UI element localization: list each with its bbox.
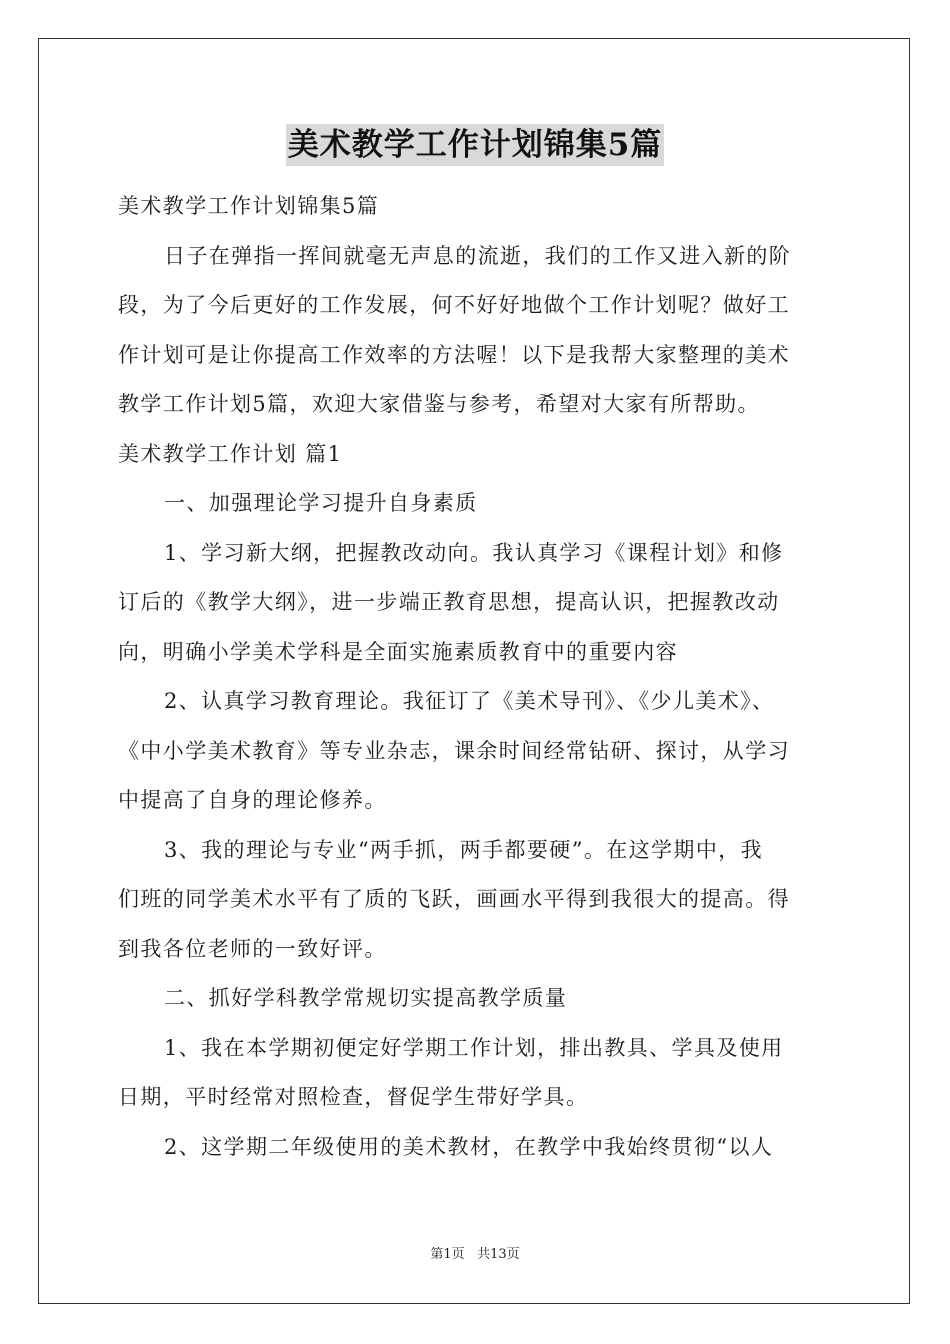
- text-line: 3、我的理论与专业“两手抓，两手都要硬”。在这学期中，我: [164, 837, 764, 862]
- text-line: 日子在弹指一挥间就毫无声息的流逝，我们的工作又进入新的阶: [164, 243, 792, 268]
- text-line: 1、学习新大纲，把握教改动向。我认真学习《课程计划》和修: [164, 540, 784, 565]
- text-line: 一、加强理论学习提升自身素质: [164, 491, 478, 515]
- text-line: 到我各位老师的一致好评。: [118, 936, 387, 961]
- page-footer: [0, 1246, 950, 1264]
- text-line: 中提高了自身的理论修养。: [118, 788, 387, 812]
- text-line: 们班的同学美术水平有了质的飞跃，画画水平得到我很大的提高。得: [118, 887, 790, 911]
- title-container: [0, 124, 950, 166]
- text-line: 作计划可是让你提高工作效率的方法喔！以下是我帮大家整理的美术: [118, 342, 790, 367]
- text-line: 向，明确小学美术学科是全面实施素质教育中的重要内容: [118, 639, 678, 664]
- document-body: [118, 182, 840, 1172]
- text-line: 美术教学工作计划 篇1: [118, 441, 343, 466]
- text-line: 教学工作计划5篇，欢迎大家借鉴与参考，希望对大家有所帮助。: [118, 392, 760, 416]
- text-line: 段，为了今后更好的工作发展，何不好好地做个工作计划呢？做好工: [118, 293, 790, 317]
- text-line: 2、这学期二年级使用的美术教材，在教学中我始终贯彻“以人: [164, 1134, 774, 1159]
- text-line: 《中小学美术教育》等专业杂志，课余时间经常钻研、探讨，从学习: [118, 738, 790, 763]
- text-line: 订后的《教学大纲》，进一步端正教育思想，提高认识，把握教改动: [118, 590, 780, 614]
- text-line: 日期，平时经常对照检查，督促学生带好学具。: [118, 1085, 589, 1109]
- text-line: 2、认真学习教育理论。我征订了《美术导刊》、《少儿美术》、: [164, 689, 775, 713]
- text-line: 二、抓好学科教学常规切实提高教学质量: [164, 986, 568, 1010]
- page-total: 共13页: [477, 1247, 520, 1262]
- text-line: 1、我在本学期初便定好学期工作计划，排出教具、学具及使用: [164, 1035, 784, 1060]
- page-number: 第1页: [430, 1247, 465, 1262]
- text-line: 美术教学工作计划锦集5篇: [118, 194, 380, 218]
- document-title: 美术教学工作计划锦集5篇: [286, 124, 665, 166]
